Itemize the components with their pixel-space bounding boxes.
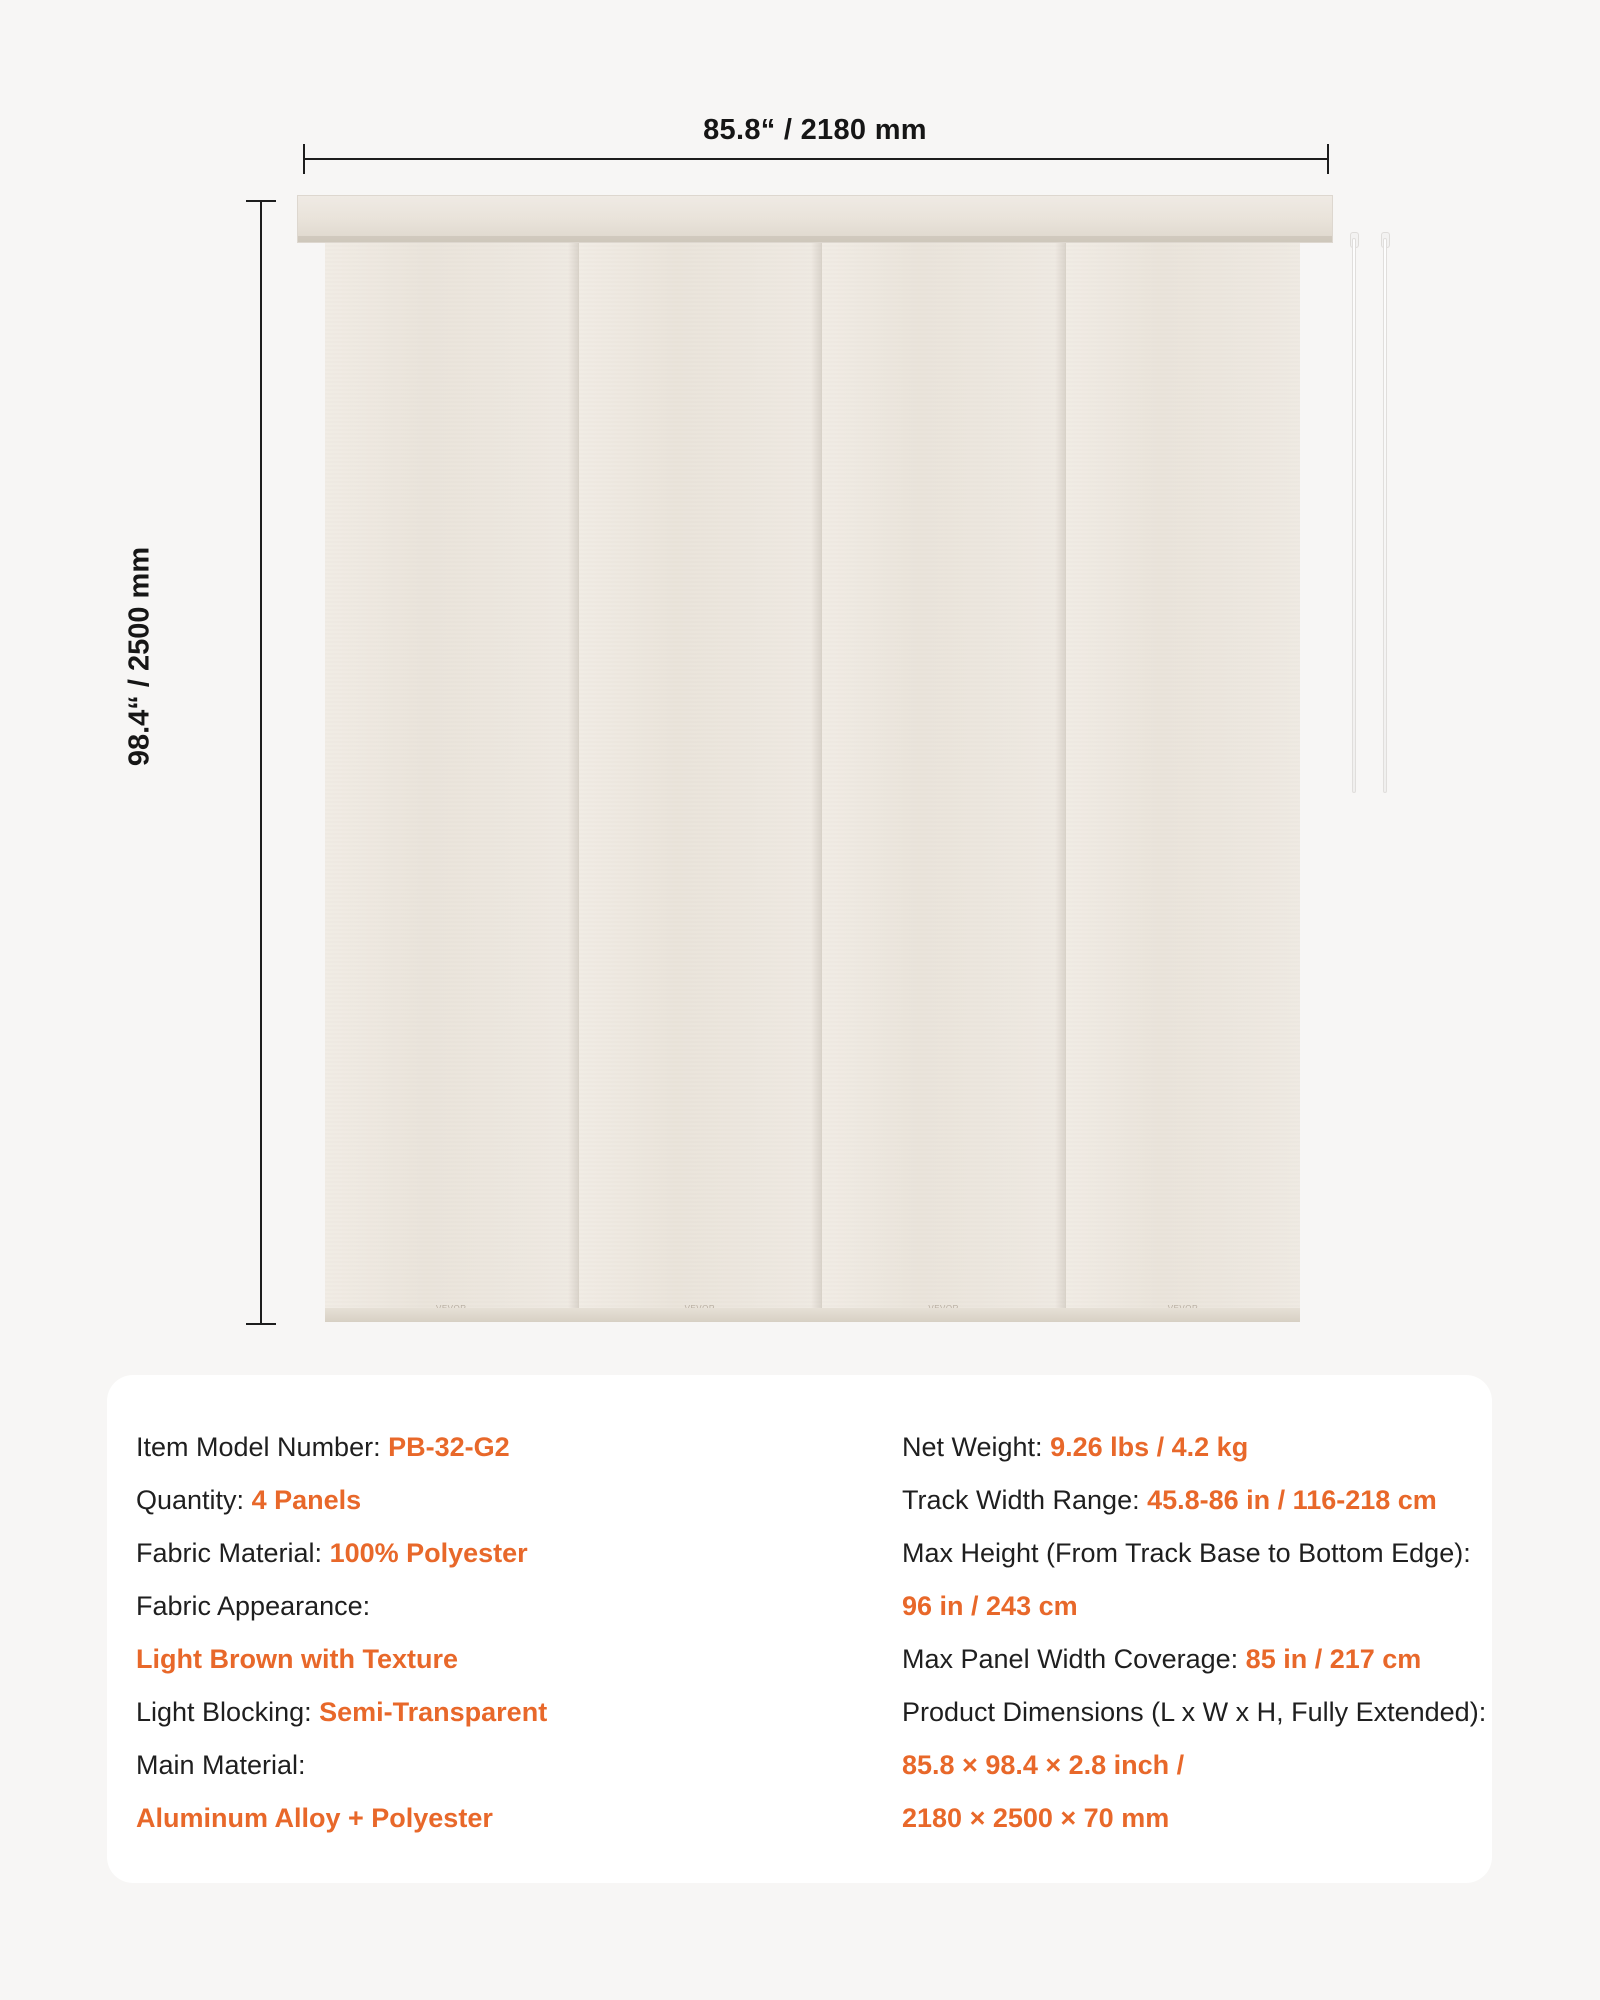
spec-row-value: 85.8 × 98.4 × 2.8 inch /: [902, 1750, 1185, 1780]
spec-label: Net Weight:: [902, 1432, 1051, 1462]
height-dimension-line: [260, 200, 262, 1324]
spec-row: [136, 1580, 767, 1633]
spec-row: [136, 1686, 767, 1739]
spec-label: Main Material:: [136, 1750, 306, 1780]
width-dimension-cap-left: [303, 144, 305, 174]
spec-row: [136, 1474, 767, 1527]
spec-label: Quantity:: [136, 1485, 252, 1515]
spec-value: 100% Polyester: [329, 1538, 528, 1568]
spec-row: [136, 1421, 767, 1474]
spec-value: 4 Panels: [251, 1485, 362, 1515]
spec-row: [136, 1739, 767, 1792]
spec-row: [902, 1527, 1492, 1580]
width-dimension-cap-right: [1327, 144, 1329, 174]
spec-label: Track Width Range:: [902, 1485, 1148, 1515]
panel-bottom-rail: [325, 1308, 1300, 1322]
width-dimension-label: 85.8“ / 2180 mm: [703, 114, 927, 146]
blind-panel: [579, 243, 823, 1321]
spec-label: Item Model Number:: [136, 1432, 389, 1462]
spec-row-value: Light Brown with Texture: [136, 1644, 458, 1674]
spec-row: [902, 1421, 1492, 1474]
spec-row-value: 96 in / 243 cm: [902, 1591, 1078, 1621]
spec-column-left: [107, 1375, 767, 1883]
spec-row-value: Aluminum Alloy + Polyester: [136, 1803, 493, 1833]
panel-edge-shadow: [1055, 243, 1065, 1321]
spec-label: Max Panel Width Coverage:: [902, 1644, 1246, 1674]
spec-column-right: [767, 1375, 1492, 1883]
specification-card: [107, 1375, 1492, 1883]
spec-row: [902, 1474, 1492, 1527]
spec-label: Product Dimensions (L x W x H, Fully Extended):: [902, 1697, 1487, 1727]
spec-value: 9.26 lbs / 4.2 kg: [1050, 1432, 1249, 1462]
spec-label: Max Height (From Track Base to Bottom Edge):: [902, 1538, 1471, 1568]
blind-panel: [1066, 243, 1300, 1321]
control-wand: [1352, 238, 1356, 793]
spec-label: Light Blocking:: [136, 1697, 320, 1727]
blind-panel: [822, 243, 1066, 1321]
height-dimension-cap-bottom: [246, 1323, 276, 1325]
spec-value: 85 in / 217 cm: [1245, 1644, 1422, 1674]
spec-label: Fabric Appearance:: [136, 1591, 371, 1621]
spec-row: [136, 1527, 767, 1580]
blind-panel: [325, 243, 579, 1321]
spec-label: Fabric Material:: [136, 1538, 330, 1568]
height-dimension-label: 98.4“ / 2500 mm: [123, 546, 156, 767]
panel-edge-shadow: [811, 243, 821, 1321]
spec-value: PB-32-G2: [388, 1432, 510, 1462]
panel-edge-shadow: [568, 243, 578, 1321]
height-dimension-cap-top: [246, 200, 276, 202]
spec-row-value: 2180 × 2500 × 70 mm: [902, 1803, 1170, 1833]
width-dimension-line: [303, 158, 1329, 160]
spec-value: 45.8-86 in / 116-218 cm: [1147, 1485, 1437, 1515]
spec-value: Semi-Transparent: [319, 1697, 548, 1727]
spec-row: [902, 1686, 1492, 1739]
panel-blind-assembly: [325, 243, 1300, 1321]
headrail: [297, 195, 1333, 243]
control-wand: [1383, 238, 1387, 793]
spec-row: [902, 1633, 1492, 1686]
